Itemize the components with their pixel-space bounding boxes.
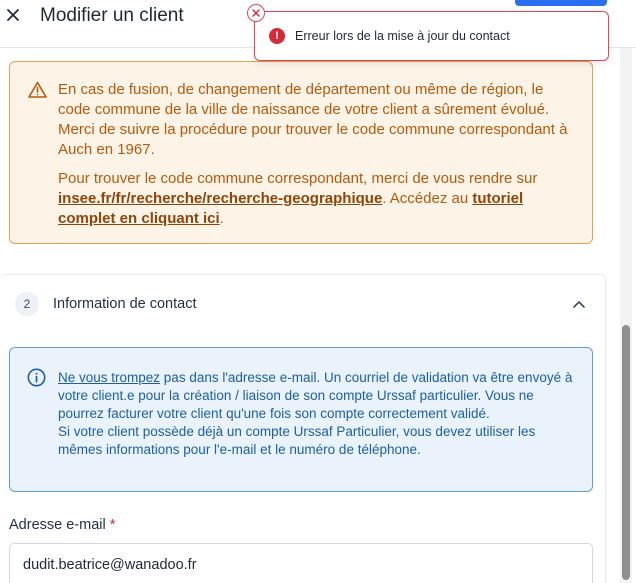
info-link[interactable]: Ne vous trompez [58,370,161,385]
step-badge: 2 [15,292,39,316]
section-title: Information de contact [53,296,197,312]
alert-circle-icon: ! [269,28,285,44]
required-mark: * [109,517,116,533]
tutorial-link[interactable]: tutoriel complet en cliquant ici [58,190,524,227]
chevron-up-icon[interactable] [571,297,587,313]
info-circle-icon [27,368,46,387]
warning-paragraph-1: En cas de fusion, de changement de département ou même de région, le code commune de la ville de naissance de votre client a sûrement évolué. Merci de suivre la procédure pour trouver le code commune correspondant à Auch en 1967. [58,81,568,158]
primary-action-button-edge[interactable] [515,0,607,6]
toast-close-button[interactable] [247,4,265,22]
insee-link[interactable]: insee.fr/fr/recherche/recherche-geographique [58,190,383,207]
close-icon [252,9,260,17]
email-field[interactable] [9,543,593,583]
info-paragraph-2: Si votre client possède déjà un compte Urssaf Particulier, vous devez utiliser les mêmes informations pour l'e-mail et le numéro de téléphone. [58,424,536,457]
warning-alert [9,61,593,244]
toast-message: Erreur lors de la mise à jour du contact [295,29,510,43]
warning-triangle-icon [28,81,47,98]
info-alert [9,347,593,492]
close-button[interactable] [2,4,24,26]
info-text [58,369,578,459]
warning-paragraph-2: Pour trouver le code commune correspondant, merci de vous rendre sur insee.fr/fr/recherche/recherche-geographique. Accédez au tutoriel complet en cliquant ici. [58,170,538,227]
page-title: Modifier un client [40,5,184,26]
info-paragraph-1: Ne vous trompez pas dans l'adresse e-mail. Un courriel de validation va être envoyé à votre client.e pour la création / liaison de son compte Urssaf particulier. Vous ne pourrez facturer votre client qu'une fois son compte correctement validé. [58,370,573,421]
scrollbar-thumb[interactable] [622,325,630,580]
warning-text [58,80,578,229]
error-toast [254,11,609,61]
email-label: Adresse e-mail * [9,517,116,533]
close-icon [6,8,20,22]
